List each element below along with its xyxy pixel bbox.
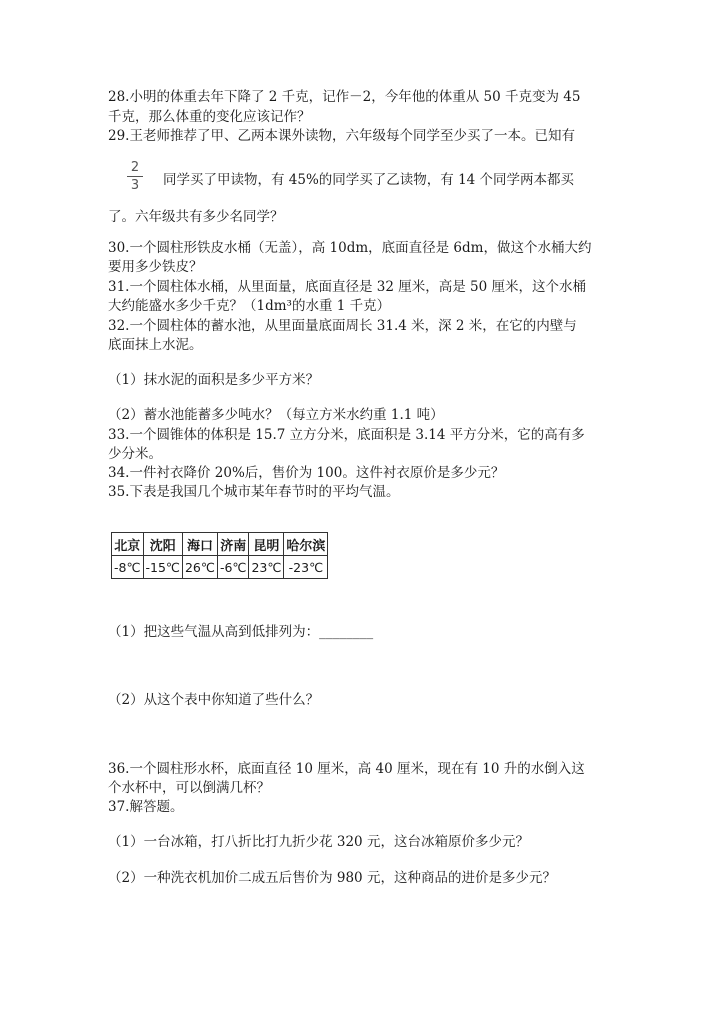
q32-line2: 底面抹上水泥。: [108, 337, 203, 353]
q31-line2: 大约能盛水多少千克？（1dm³的水重 1 千克）: [108, 298, 391, 314]
city-cell: 济南: [217, 533, 249, 556]
q32-sub2: （2）蓄水池能蓄多少吨水？（每立方米水约重 1.1 吨）: [108, 407, 444, 423]
q28-line2: 千克，那么体重的变化应该记作？: [108, 109, 311, 125]
q37-sub2: （2）一种洗衣机加价二成五后售价为 980 元，这种商品的进价是多少元？: [108, 870, 556, 886]
q37-line1: 37.解答题。: [108, 799, 184, 815]
q36-line2: 个水杯中，可以倒满几杯？: [108, 780, 270, 796]
q31-line1: 31.一个圆柱体水桶，从里面量，底面直径是 32 厘米，高是 50 厘米，这个水桶: [108, 279, 586, 295]
q29-line1: 29.王老师推荐了甲、乙两本课外读物，六年级每个同学至少买了一本。已知有: [108, 128, 575, 144]
fraction-bar: [127, 176, 143, 177]
q33-line1: 33.一个圆锥体的体积是 15.7 立方分米，底面积是 3.14 平方分米，它的高有多: [108, 427, 585, 443]
q28-line1: 28.小明的体重去年下降了 2 千克，记作－2，今年他的体重从 50 千克变为 45: [108, 89, 581, 105]
q35-sub1: （1）把这些气温从高到低排列为：________: [108, 624, 374, 640]
q30-line2: 要用多少铁皮？: [108, 259, 203, 275]
temperature-row: [112, 556, 328, 579]
temperature-cell: -15℃: [143, 556, 182, 579]
q32-sub1: （1）抹水泥的面积是多少平方米？: [108, 372, 320, 388]
temperature-cell: -6℃: [217, 556, 249, 579]
q30-line1: 30.一个圆柱形铁皮水桶（无盖），高 10dm，底面直径是 6dm，做这个水桶大约: [108, 240, 592, 256]
temperature-cell: -23℃: [284, 556, 328, 579]
fraction-denominator: 3: [130, 178, 140, 193]
city-row: [112, 533, 328, 556]
q32-line1: 32.一个圆柱体的蓄水池，从里面量底面周长 31.4 米，深 2 米，在它的内壁与: [108, 318, 577, 334]
city-temperature-table: [111, 532, 328, 579]
city-cell: 北京: [112, 533, 144, 556]
temperature-cell: -8℃: [112, 556, 144, 579]
city-cell: 海口: [182, 533, 217, 556]
city-cell: 昆明: [249, 533, 284, 556]
q34-line1: 34.一件衬衣降价 20%后，售价为 100。这件衬衣原价是多少元？: [108, 465, 505, 481]
q35-sub2: （2）从这个表中你知道了些什么？: [108, 692, 320, 708]
q29-line2: 同学买了甲读物，有 45%的同学买了乙读物，有 14 个同学两本都买: [163, 172, 575, 188]
temperature-cell: 26℃: [182, 556, 217, 579]
q35-line1: 35.下表是我国几个城市某年春节时的平均气温。: [108, 484, 400, 500]
temperature-cell: 23℃: [249, 556, 284, 579]
fraction-numerator: 2: [130, 160, 140, 175]
q36-line1: 36.一个圆柱形水杯，底面直径 10 厘米，高 40 厘米，现在有 10 升的水倒入这: [108, 761, 585, 777]
fraction-two-thirds: [127, 160, 143, 193]
q33-line2: 少分米。: [108, 446, 162, 462]
q37-sub1: （1）一台冰箱，打八折比打九折少花 320 元，这台冰箱原价多少元？: [108, 834, 529, 850]
city-cell: 沈阳: [143, 533, 182, 556]
q29-line3: 了。六年级共有多少名同学？: [108, 209, 284, 225]
city-cell: 哈尔滨: [284, 533, 328, 556]
